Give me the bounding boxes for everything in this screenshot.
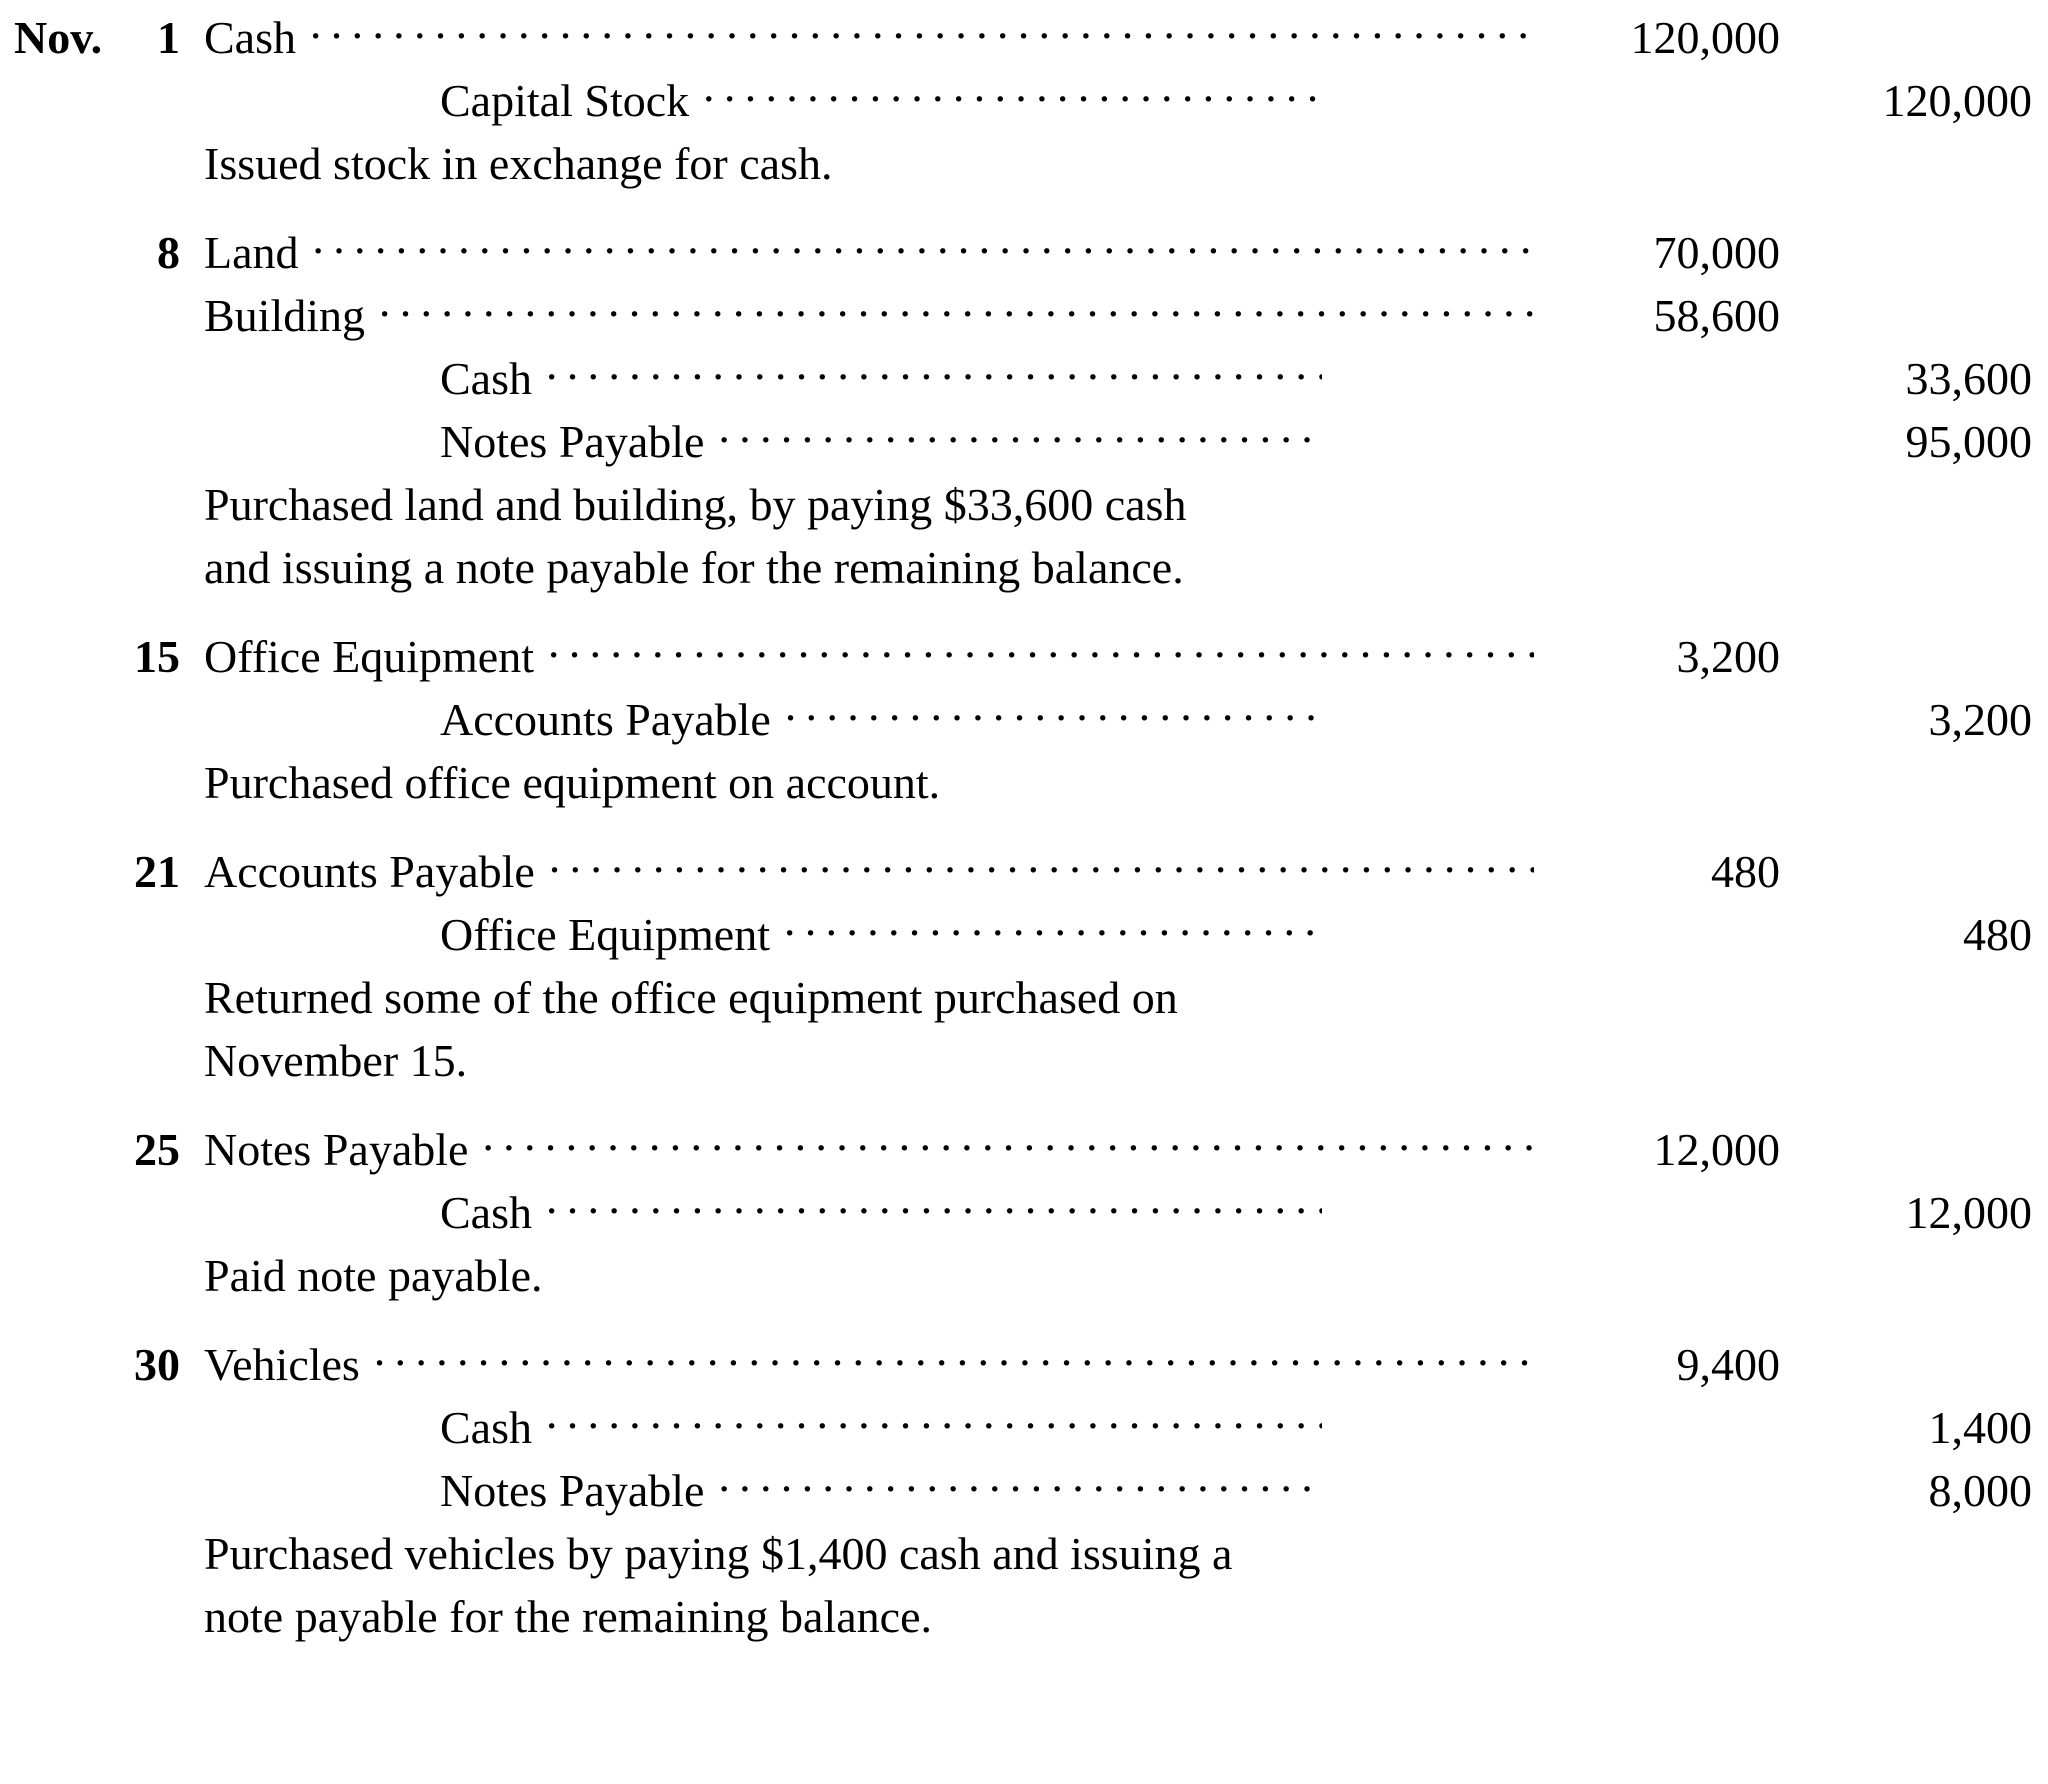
- journal-line: [0, 903, 2048, 966]
- entry-explanation: [0, 1029, 2048, 1092]
- account-cell: [180, 903, 1550, 966]
- journal-entry: [0, 1118, 2048, 1307]
- account-title: Accounts Payable: [204, 846, 535, 897]
- dot-leader: [480, 1118, 1534, 1179]
- account-title: Cash: [440, 353, 532, 404]
- entry-explanation: [0, 1522, 2048, 1585]
- account-title: Land: [204, 227, 299, 278]
- credit-amount: 480: [1963, 909, 2032, 960]
- journal-line: [0, 1118, 2048, 1181]
- credit-amount: 12,000: [1905, 1187, 2032, 1238]
- account-title: Accounts Payable: [440, 694, 771, 745]
- account-title: Notes Payable: [440, 1465, 705, 1516]
- explanation-text: Purchased office equipment on account.: [204, 757, 941, 808]
- account-title: Notes Payable: [204, 1124, 469, 1175]
- account-cell: [180, 1181, 1550, 1244]
- explanation-text: and issuing a note payable for the remaining balance.: [204, 542, 1184, 593]
- journal-entry: [0, 221, 2048, 599]
- entry-explanation: [0, 132, 2048, 195]
- account-cell: [180, 625, 1550, 688]
- journal-line: [0, 410, 2048, 473]
- account-title: Cash: [440, 1187, 532, 1238]
- journal-entry: [0, 625, 2048, 814]
- account-title: Cash: [204, 12, 296, 63]
- day-number: 30: [134, 1339, 180, 1390]
- day-number: 21: [134, 846, 180, 897]
- entry-explanation: [0, 1585, 2048, 1648]
- dot-leader: [547, 840, 1534, 901]
- credit-amount: 3,200: [1928, 694, 2032, 745]
- journal-line: [0, 221, 2048, 284]
- journal-entry: [0, 6, 2048, 195]
- journal-line: [0, 1181, 2048, 1244]
- explanation-text: Purchased vehicles by paying $1,400 cash and issuing a: [204, 1528, 1233, 1579]
- explanation-text: Issued stock in exchange for cash.: [204, 138, 833, 189]
- dot-leader: [716, 1459, 1322, 1520]
- debit-amount: 480: [1711, 846, 1780, 897]
- entry-explanation: [0, 536, 2048, 599]
- dot-leader: [308, 6, 1534, 67]
- dot-leader: [782, 903, 1322, 964]
- account-cell: [180, 688, 1550, 751]
- account-cell: [180, 221, 1550, 284]
- dot-leader: [546, 625, 1534, 686]
- credit-amount: 95,000: [1905, 416, 2032, 467]
- dot-leader: [372, 1333, 1534, 1394]
- account-title: Notes Payable: [440, 416, 705, 467]
- explanation-text: note payable for the remaining balance.: [204, 1591, 933, 1642]
- account-cell: [180, 410, 1550, 473]
- account-cell: [180, 840, 1550, 903]
- journal-line: [0, 6, 2048, 69]
- account-cell: [180, 69, 1550, 132]
- account-cell: [180, 1396, 1550, 1459]
- journal-entry: [0, 840, 2048, 1092]
- account-title: Vehicles: [204, 1339, 360, 1390]
- account-title: Cash: [440, 1402, 532, 1453]
- credit-amount: 33,600: [1905, 353, 2032, 404]
- account-title: Office Equipment: [204, 631, 534, 682]
- debit-amount: 58,600: [1653, 290, 1780, 341]
- explanation-text: Purchased land and building, by paying $33,600 cash: [204, 479, 1187, 530]
- journal-line: [0, 625, 2048, 688]
- account-cell: [180, 1118, 1550, 1181]
- day-number: 1: [157, 12, 180, 63]
- credit-amount: 1,400: [1928, 1402, 2032, 1453]
- account-cell: [180, 284, 1550, 347]
- debit-amount: 3,200: [1676, 631, 1780, 682]
- debit-amount: 12,000: [1653, 1124, 1780, 1175]
- debit-amount: 9,400: [1676, 1339, 1780, 1390]
- account-title: Office Equipment: [440, 909, 770, 960]
- day-number: 25: [134, 1124, 180, 1175]
- account-title: Capital Stock: [440, 75, 690, 126]
- explanation-text: Returned some of the office equipment purchased on: [204, 972, 1178, 1023]
- account-cell: [180, 347, 1550, 410]
- dot-leader: [716, 410, 1322, 471]
- journal-line: [0, 284, 2048, 347]
- journal-line: [0, 1396, 2048, 1459]
- dot-leader: [701, 69, 1322, 130]
- journal-line: [0, 1459, 2048, 1522]
- account-cell: [180, 1333, 1550, 1396]
- journal-line: [0, 1333, 2048, 1396]
- day-number: 8: [157, 227, 180, 278]
- dot-leader: [544, 1181, 1322, 1242]
- journal-line: [0, 347, 2048, 410]
- dot-leader: [544, 1396, 1322, 1457]
- journal-line: [0, 688, 2048, 751]
- debit-amount: 120,000: [1630, 12, 1780, 63]
- account-cell: [180, 1459, 1550, 1522]
- account-title: Building: [204, 290, 366, 341]
- entry-explanation: [0, 473, 2048, 536]
- dot-leader: [544, 347, 1322, 408]
- month-label: Nov.: [14, 12, 103, 63]
- journal-line: [0, 69, 2048, 132]
- entry-explanation: [0, 966, 2048, 1029]
- entry-explanation: [0, 751, 2048, 814]
- journal-line: [0, 840, 2048, 903]
- explanation-text: November 15.: [204, 1035, 468, 1086]
- dot-leader: [377, 284, 1534, 345]
- day-number: 15: [134, 631, 180, 682]
- dot-leader: [783, 688, 1322, 749]
- account-cell: [180, 6, 1550, 69]
- credit-amount: 120,000: [1882, 75, 2032, 126]
- debit-amount: 70,000: [1653, 227, 1780, 278]
- entry-explanation: [0, 1244, 2048, 1307]
- journal-entry: [0, 1333, 2048, 1648]
- dot-leader: [311, 221, 1534, 282]
- explanation-text: Paid note payable.: [204, 1250, 543, 1301]
- credit-amount: 8,000: [1928, 1465, 2032, 1516]
